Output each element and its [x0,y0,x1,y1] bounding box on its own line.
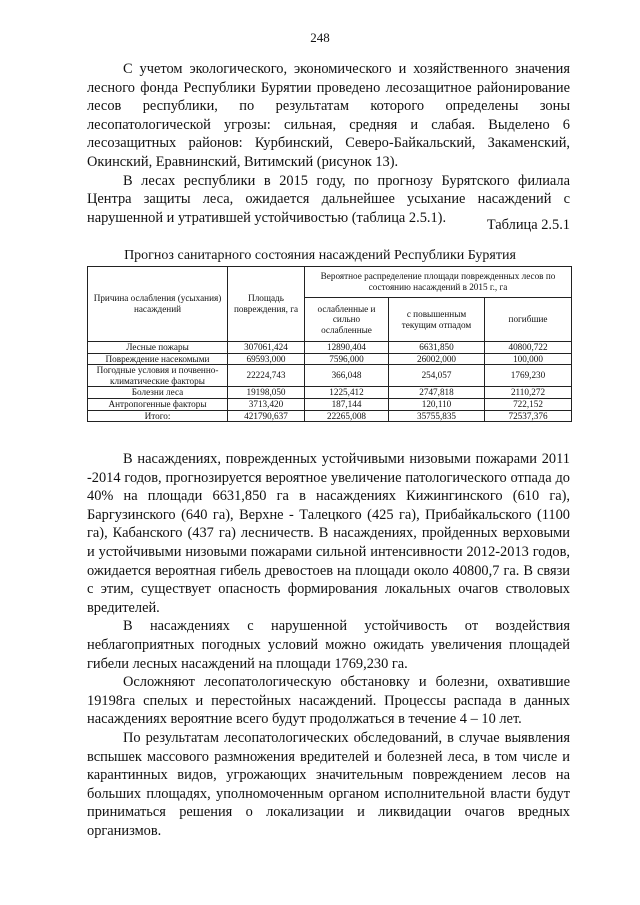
cell-cause: Болезни леса [88,387,228,399]
cell-dead: 72537,376 [485,410,572,422]
forecast-table [87,266,572,422]
header-cause: Причина ослабления (усыхания) насаждений [88,267,228,342]
table-header-row [88,267,572,298]
table-row [88,398,572,410]
table-row [88,365,572,387]
table-title: Прогноз санитарного состояния насаждений Республики Бурятия [124,248,516,263]
paragraph: В насаждениях с нарушенной устойчивость от воздействия неблагоприятных погодных условий можно ожидать увеличения площадей гибели лесных насаждений на площади 1769,230 га. [87,618,570,672]
intro-text [87,60,570,227]
cell-elevated: 35755,835 [389,410,485,422]
paragraph: По результатам лесопатологических обследований, в случае выявления вспышек массового размножения вредителей и болезней леса, в том числе и карантинных видов, угрожающих значительным повреждением лесов на больших площадях, уполномоченным органом исполнительной власти будут приниматься решения о локализации и ликвидации очагов вредных организмов. [87,729,570,839]
cell-dead: 1769,230 [485,365,572,387]
cell-elevated: 254,057 [389,365,485,387]
cell-weakened: 12890,404 [305,342,389,354]
cell-weakened: 366,048 [305,365,389,387]
header-distribution: Вероятное распределение площади поврежденных лесов по состоянию насаждений в 2015 г., га [305,267,572,298]
cell-weakened: 1225,412 [305,387,389,399]
table-row [88,387,572,399]
cell-cause: Погодные условия и почвенно- климатические факторы [88,365,228,387]
header-elevated: с повышенным текущим отпадом [389,298,485,342]
cell-cause: Повреждение насекомыми [88,353,228,365]
table-label: Таблица 2.5.1 [486,217,570,233]
paragraph: В насаждениях, поврежденных устойчивыми низовыми пожарами 2011 -2014 годов, прогнозируется вероятное увеличение патологического отпада до 40% на площади 6631,850 га в насаждениях Кижингинского (610 га), Баргузинского (640 га), Верхне - Талецкого (425 га), Прибайкальского (1100 га), Кабанского (437 га) лесничеств. В насаждениях, пройденных верховыми и устойчивыми низовыми пожарами сильной интенсивности 2012-2013 годов, ожидается вероятная гибель древостоев на площади около 40800,7 га. В связи с этим, существует опасность формирования локальных очагов стволовых вредителей. [87,451,570,616]
cell-weakened: 187,144 [305,398,389,410]
cell-cause: Итого: [88,410,228,422]
cell-dead: 2110,272 [485,387,572,399]
body-text [87,450,570,840]
cell-weakened: 7596,000 [305,353,389,365]
table-total-row [88,410,572,422]
table-row [88,353,572,365]
table-row [88,342,572,354]
cell-elevated: 120,110 [389,398,485,410]
page-number: 248 [310,30,330,45]
cell-elevated: 26002,000 [389,353,485,365]
cell-area: 3713,420 [228,398,305,410]
header-weakened: ослабленные и сильно ослабленные [305,298,389,342]
cell-area: 19198,050 [228,387,305,399]
cell-area: 69593,000 [228,353,305,365]
paragraph: В лесах республики в 2015 году, по прогнозу Бурятского филиала Центра защиты леса, ожидается дальнейшее усыхание насаждений с нарушенной и утратившей устойчивостью (таблица 2.5.1). [87,172,570,226]
cell-area: 22224,743 [228,365,305,387]
cell-dead: 722,152 [485,398,572,410]
cell-elevated: 2747,818 [389,387,485,399]
cell-dead: 100,000 [485,353,572,365]
cell-cause: Лесные пожары [88,342,228,354]
header-dead: погибшие [485,298,572,342]
header-area: Площадь повреждения, га [228,267,305,342]
paragraph: С учетом экологического, экономического и хозяйственного значения лесного фонда Республики Бурятии проведено лесозащитное районирование лесов республики, по результатам которого определены зоны лесопатологической угрозы: сильная, средняя и слабая. Выделено 6 лесозащитных районов: Курбинский, Северо-Байкальский, Закаменский, Окинский, Еравнинский, Витимский (рисунок 13). [87,61,570,170]
cell-elevated: 6631,850 [389,342,485,354]
cell-weakened: 22265,008 [305,410,389,422]
cell-cause: Антропогенные факторы [88,398,228,410]
cell-area: 421790,637 [228,410,305,422]
cell-area: 307061,424 [228,342,305,354]
paragraph: Осложняют лесопатологическую обстановку и болезни, охватившие 19198га спелых и перестойных насаждений. Процессы распада в данных насаждениях вероятние всего будут продолжаться в течение 4 – 10 лет. [87,674,570,728]
cell-dead: 40800,722 [485,342,572,354]
